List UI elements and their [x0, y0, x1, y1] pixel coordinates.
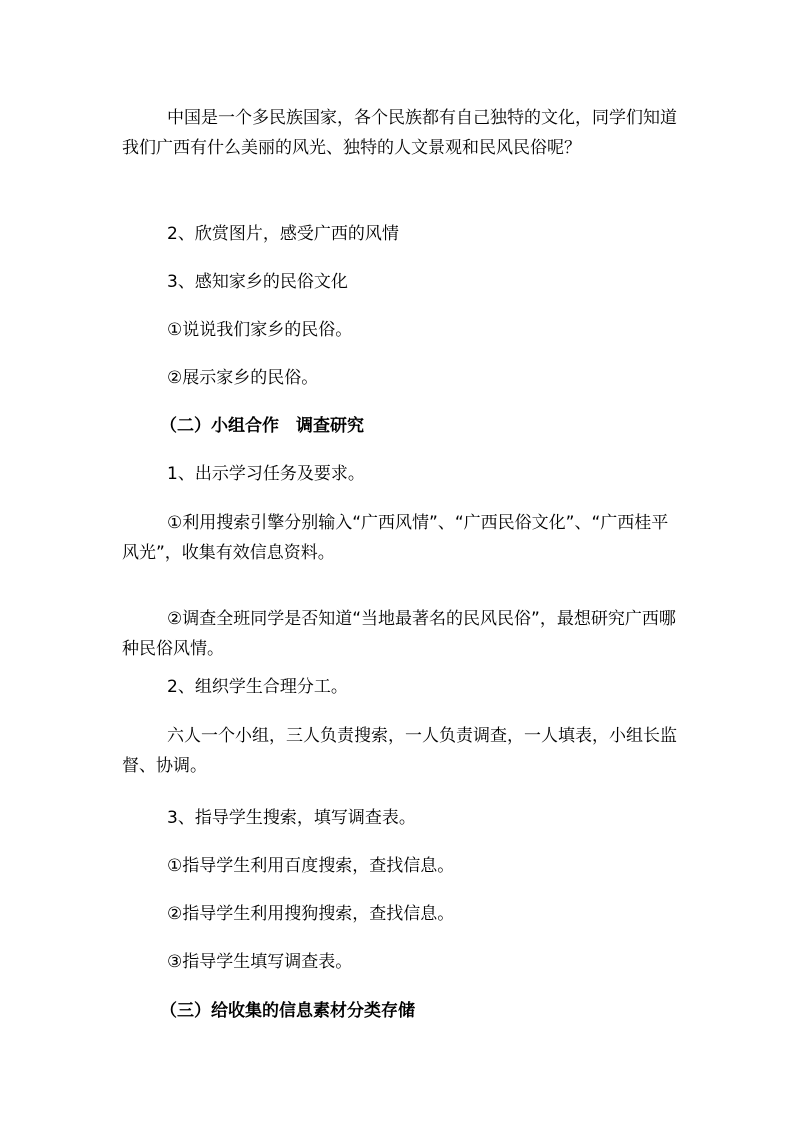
- paragraph-grouping: 六人一个小组，三人负责搜索，一人负责调查，一人填表，小组长监督、协调。: [122, 726, 677, 776]
- paragraph-guide-3: ③指导学生填写调查表。: [167, 952, 353, 972]
- paragraph-item-2: ②展示家乡的民俗。: [167, 368, 319, 388]
- paragraph-guide-1: ①指导学生利用百度搜索，查找信息。: [167, 856, 455, 876]
- paragraph-step-2: 2、欣赏图片，感受广西的风情: [167, 224, 399, 244]
- paragraph-intro: 中国是一个多民族国家，各个民族都有自己独特的文化，同学们知道我们广西有什么美丽的风光、独特的人文景观和民风民俗呢？: [122, 108, 677, 158]
- paragraph-item-1: ①说说我们家乡的民俗。: [167, 320, 353, 340]
- paragraph-search-terms: ①利用搜索引擎分别输入“广西风情”、“广西民俗文化”、“广西桂平风光”，收集有效信息资料。: [122, 513, 669, 563]
- paragraph-task-1: 1、出示学习任务及要求。: [167, 464, 365, 484]
- paragraph-task-3: 3、指导学生搜索，填写调查表。: [167, 808, 416, 828]
- section-heading-3: （三）给收集的信息素材分类存储: [160, 1001, 415, 1021]
- section-heading-2: （二）小组合作 调查研究: [160, 416, 364, 436]
- paragraph-task-2: 2、组织学生合理分工。: [167, 677, 348, 697]
- paragraph-step-3: 3、感知家乡的民俗文化: [167, 272, 348, 292]
- paragraph-guide-2: ②指导学生利用搜狗搜索，查找信息。: [167, 904, 455, 924]
- paragraph-survey: ②调查全班同学是否知道“当地最著名的民风民俗”，最想研究广西哪种民俗风情。: [122, 609, 676, 659]
